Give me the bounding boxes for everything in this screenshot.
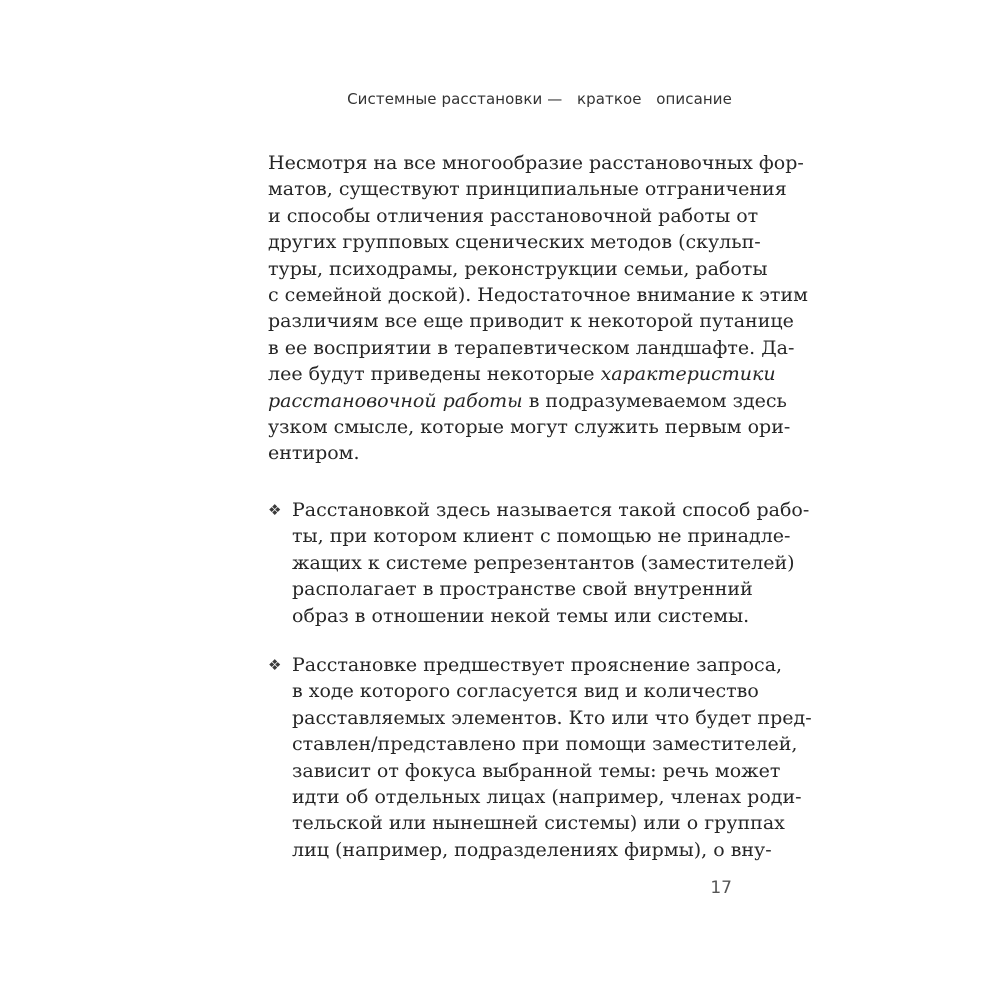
running-header: Системные расстановки — краткое описание [347,90,732,108]
text-line: в ее восприятии в терапевтическом ландшафте. Да- [268,336,795,359]
text-line: жащих к системе репрезентантов (заместителей) [292,551,795,574]
text-line-mixed [268,361,776,387]
text-segment: в подразумеваемом здесь [528,389,787,412]
text-line: тельской или нынешней системы) или о группах [292,812,785,835]
bullet-item [268,497,810,629]
text-line: расставляемых элементов. Кто или что будет пред- [292,706,812,729]
text-line: других групповых сценических методов (скульп- [268,231,761,254]
text-line: матов, существуют принципиальные отграничения [268,178,787,201]
text-line: туры, психодрамы, реконструкции семьи, работы [268,257,768,280]
text-line: зависит от фокуса выбранной темы: речь может [292,759,781,782]
text-line-mixed [268,388,787,414]
text-line: лиц (например, подразделениях фирмы), о вну- [292,838,772,861]
text-line: различиям все еще приводит к некоторой путанице [268,310,794,333]
diamond-bullet-icon: ❖ [268,500,282,519]
italic-term: характеристики [600,363,776,386]
text-line: располагает в пространстве свой внутренний [292,578,753,601]
text-line: образ в отношении некой темы или системы. [292,604,750,627]
text-line: ты, при котором клиент с помощью не принадле- [292,525,791,548]
text-line: Расстановкой здесь называется такой способ рабо- [292,498,810,521]
bullet-item [268,652,812,863]
page-number: 17 [710,878,732,898]
text-line: Расстановке предшествует прояснение запроса, [292,653,783,676]
text-line: идти об отдельных лицах (например, членах роди- [292,785,802,808]
italic-term: расстановочной работы [268,389,523,412]
text-line: с семейной доской). Недостаточное внимание к этим [268,284,808,307]
text-line: Несмотря на все многообразие расстановочных фор- [268,152,804,174]
diamond-bullet-icon: ❖ [268,655,282,674]
text-line: ставлен/представлено при помощи заместителей, [292,733,798,756]
text-line: узком смысле, которые могут служить первым ори- [268,416,791,439]
intro-paragraph [268,150,808,467]
text-line: в ходе которого согласуется вид и количество [292,680,759,703]
text-line: ентиром. [268,442,360,465]
text-segment: лее будут приведены некоторые [268,363,601,386]
text-line: и способы отличения расстановочной работы от [268,204,759,227]
page-body [268,150,812,886]
